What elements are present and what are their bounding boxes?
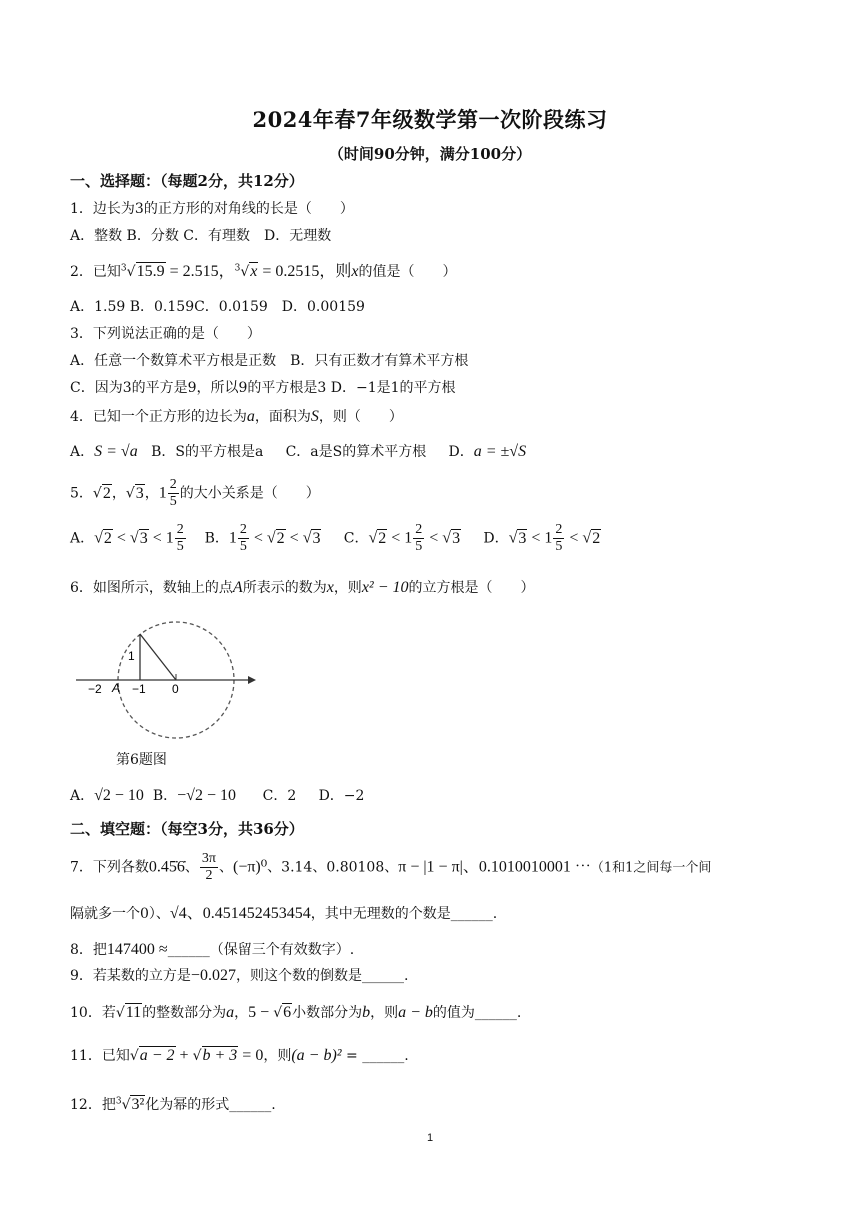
question-2-stem: 2．已知$^3$√15.9 = 2.515，$^3$√x = 0.2515，则x的值是（ ）: [70, 263, 457, 280]
q10-text-c: ，: [234, 1005, 249, 1021]
question-5-stem: 5．√2，√3，1 $\frac{2}{5}$ 的大小关系是（ ）: [70, 477, 320, 509]
q2-radicand-1: 15.9: [136, 263, 165, 280]
q5-fraction: [168, 478, 179, 509]
q2-text-b: 的值是（ ）: [358, 264, 457, 280]
q5-opt-d-label: D．: [483, 530, 509, 547]
q6-point-a: A: [232, 579, 243, 596]
q10-text-d: 小数部分为: [292, 1005, 363, 1021]
q7-val-7: √4: [169, 905, 187, 922]
q7-val-1: 0.45̇6̇: [148, 858, 185, 876]
q7-fraction: [200, 852, 218, 883]
q2-text-a: 2．已知: [70, 264, 121, 280]
question-3-options-ab: A．任意一个数算术平方根是正数 B．只有正数才有算术平方根: [70, 353, 469, 369]
hypotenuse: [140, 634, 176, 680]
q10-text-a: 10．若: [70, 1005, 116, 1021]
q5-root3: 3: [135, 484, 144, 502]
q11-text-c: = ______.: [341, 1048, 409, 1064]
question-11: 11．已知√a − 2 + √b + 3 = 0，则(a − b)² = ______.: [70, 1047, 409, 1064]
question-9: [70, 966, 408, 985]
q10-var-a: a: [226, 1004, 235, 1021]
q11-plus: +: [175, 1047, 193, 1064]
q2-eq-2: = 0.2515，则: [258, 263, 352, 280]
q2-eq-1: = 2.515，: [165, 263, 235, 280]
q7-text-b: （1和1之间每一个间: [590, 860, 712, 876]
page-title: 2024年春7年级数学第一次阶段练习: [252, 107, 608, 132]
q7-val-8: 、0.451452453454: [186, 905, 311, 922]
q11-root-1: a − 2: [139, 1047, 175, 1064]
q7-frac-num: 3π: [201, 851, 216, 866]
label-point-a: A: [112, 681, 121, 695]
label-neg1: −1: [132, 682, 146, 696]
question-1-stem: 1．边长为3的正方形的对角线的长是（ ）: [70, 201, 354, 217]
q8-text-b: ______（保留三个有效数字）.: [167, 942, 355, 958]
q4-opt-c: a是S的算术平方根: [310, 444, 427, 460]
page-subtitle: （时间90分钟，满分100分）: [328, 145, 532, 163]
question-5-options: A．√2 < √3 < 1 $\frac{2}{5}$ B．1 $\frac{2}{5}$ < √2 < √3 C．√2 < 1 $\frac{2}{5}$ < √3 D．√3 < 1 $\frac{2}{5}$ < √2: [70, 522, 601, 554]
question-7-line-1: [70, 852, 711, 883]
q11-root-2: b + 3: [202, 1047, 238, 1064]
q7-text-a: 7．下列各数: [70, 859, 149, 876]
question-7-line-2: [70, 904, 497, 923]
q6-opt-b: −√2 − 10: [177, 787, 236, 804]
q6-opt-a-label: A．: [70, 788, 95, 804]
q7-val-4: 、3.14、0.80108、: [267, 859, 399, 876]
q9-text-b: ，则这个数的倒数是______.: [235, 968, 409, 984]
page-number: 1: [426, 1132, 434, 1144]
label-neg2: −2: [88, 682, 102, 696]
q4-opt-d: a = ±√S: [473, 443, 527, 460]
q10-expr: a − b: [398, 1004, 433, 1021]
q5-frac-num: 2: [169, 477, 177, 492]
section-heading-choice: 一、选择题：（每题2分，共12分）: [70, 172, 304, 190]
q8-value: 147400 ≈: [106, 941, 168, 958]
q8-text-a: 8．把: [70, 942, 107, 958]
q10-text-e: ，则: [370, 1005, 399, 1021]
q4-text-a: 4．已知一个正方形的边长为: [70, 409, 247, 425]
q6-opt-c: C．2: [262, 788, 297, 804]
q4-opt-d-label: D．: [448, 444, 474, 460]
q12-radicand: 3²: [131, 1096, 145, 1113]
q5-text-b: 的大小关系是（ ）: [179, 485, 320, 502]
q6-text-b: 所表示的数为: [242, 580, 327, 596]
q4-var-s: S: [310, 408, 319, 425]
q11-text-a: 11．已知: [70, 1048, 130, 1064]
question-4-stem: [70, 407, 403, 426]
q5-opt-c-label: C．: [343, 530, 369, 547]
q7-text-c: 隔就多一个0）、: [70, 906, 170, 922]
q6-opt-a: √2 − 10: [94, 787, 144, 804]
q9-value: −0.027: [190, 967, 236, 984]
q6-expr: x² − 10: [361, 579, 409, 596]
q7-sep-1: 、: [184, 859, 199, 876]
q7-val-6: 、0.1010010001 ⋯: [462, 858, 591, 876]
question-8: [70, 940, 354, 959]
q6-opt-d: D．−2: [318, 788, 365, 804]
q5-whole: 1: [158, 484, 167, 502]
q6-text-c: ，则: [333, 580, 362, 596]
question-2-options: A．1.59 B．0.159C．0.0159 D．0.00159: [70, 299, 365, 315]
section-heading-fill: 二、填空题：（每空3分，共36分）: [70, 820, 304, 838]
q4-opt-a: S = √a: [94, 443, 138, 460]
q9-text-a: 9．若某数的立方是: [70, 968, 191, 984]
q5-frac-den: 5: [169, 494, 177, 509]
q10-var-b: b: [362, 1004, 371, 1021]
label-zero: 0: [172, 682, 179, 696]
q10-five: 5 −: [248, 1004, 274, 1021]
question-6-stem: [70, 578, 535, 597]
label-one: 1: [128, 649, 135, 663]
q5-opt-b-label: B．: [204, 530, 229, 547]
q2-radicand-2: x: [250, 263, 258, 280]
q11-eq: = 0: [238, 1047, 264, 1064]
q11-text-b: ，则: [263, 1048, 292, 1064]
q10-root6: 6: [283, 1004, 292, 1021]
q12-text-a: 12．把: [70, 1097, 116, 1113]
q5-root2: 2: [102, 484, 111, 502]
question-3-options-cd: C．因为3的平方是9，所以9的平方根是3 D．−1是1的平方根: [70, 380, 456, 396]
question-12: 12．把$^3$√3²化为幂的形式______.: [70, 1096, 276, 1113]
q10-text-b: 的整数部分为: [142, 1005, 227, 1021]
q6-text-a: 6．如图所示，数轴上的点: [70, 580, 233, 596]
q4-text-b: ，面积为: [254, 409, 311, 425]
q10-text-f: 的值为______.: [432, 1005, 522, 1021]
q7-frac-den: 2: [205, 868, 213, 883]
number-line-figure: [74, 616, 264, 744]
q4-opt-a-label: A．: [70, 444, 95, 460]
question-6-options: [70, 786, 364, 805]
q4-opt-c-label: C．: [285, 444, 311, 460]
q6-opt-b-label: B．: [152, 788, 178, 804]
q4-text-c: ，则（ ）: [318, 409, 403, 425]
q7-text-d: ，其中无理数的个数是______.: [310, 906, 498, 922]
question-1-options: A．整数 B．分数 C．有理数 D．无理数: [70, 228, 332, 244]
q10-root11: 11: [125, 1004, 142, 1021]
figure-caption: 第6题图: [116, 752, 167, 768]
q2-var: x: [351, 263, 359, 280]
q6-var-x: x: [326, 579, 334, 596]
q11-expr: (a − b)²: [291, 1047, 342, 1064]
q4-opt-b: S的平方根是a: [175, 444, 264, 460]
q12-text-b: 化为幂的形式______.: [145, 1097, 276, 1113]
q7-val-3: (−π)⁰: [233, 858, 268, 876]
q7-sep-2: 、: [219, 859, 233, 876]
q7-val-5: π − |1 − π|: [398, 858, 463, 876]
q4-var-a: a: [246, 408, 255, 425]
q5-text-a: 5．: [70, 485, 93, 502]
q5-opt-a-label: A．: [70, 530, 95, 547]
question-4-options: [70, 442, 526, 461]
axis-arrow-icon: [248, 676, 256, 684]
q6-text-d: 的立方根是（ ）: [408, 580, 535, 596]
question-10: 10．若√11的整数部分为a，5 − √6小数部分为b，则a − b的值为______.: [70, 1004, 522, 1021]
q4-opt-b-label: B．: [151, 444, 176, 460]
question-3-stem: 3．下列说法正确的是（ ）: [70, 326, 261, 342]
